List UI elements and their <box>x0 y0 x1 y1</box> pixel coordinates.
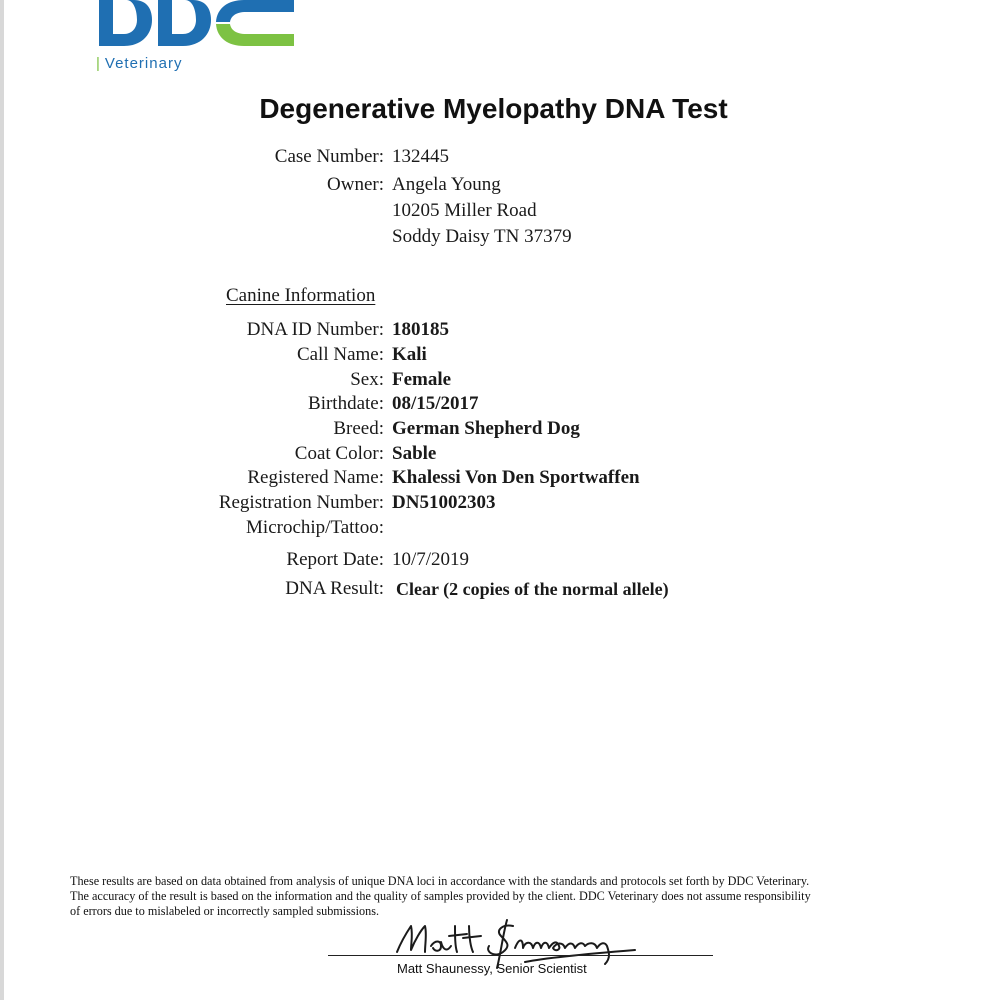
canine-info-heading: Canine Information <box>226 285 376 306</box>
registered-name-value: Khalessi Von Den Sportwaffen <box>392 467 640 488</box>
logo-subtitle <box>96 55 182 72</box>
owner-name: Angela Young <box>392 174 501 195</box>
registration-number-label: Registration Number: <box>218 492 384 513</box>
dna-result-value: Clear (2 copies of the normal allele) <box>396 579 669 599</box>
dna-id-label: DNA ID Number: <box>246 319 384 340</box>
signature-line <box>328 955 713 956</box>
case-number-value: 132445 <box>392 146 449 167</box>
report-date-value: 10/7/2019 <box>392 549 470 570</box>
case-number-label: Case Number: <box>274 146 384 167</box>
logo-letter-c-top <box>216 0 294 22</box>
owner-address-1: 10205 Miller Road <box>392 200 537 221</box>
logo-letter-c-bottom <box>216 24 294 46</box>
logo-letter-d2 <box>158 0 211 46</box>
sex-label: Sex: <box>350 369 384 390</box>
logo-subtitle-text: Veterinary <box>104 55 183 72</box>
call-name-label: Call Name: <box>296 344 384 365</box>
disclaimer-line: The accuracy of the result is based on the information and the quality of samples provided by the client. DDC Veterinary does not assume responsibility <box>70 889 811 903</box>
document-title: Degenerative Myelopathy DNA Test <box>259 93 728 124</box>
breed-label: Breed: <box>333 418 384 439</box>
signature-caption: Matt Shaunessy, Senior Scientist <box>397 961 587 976</box>
coat-color-value: Sable <box>392 443 437 464</box>
dna-id-value: 180185 <box>392 319 449 340</box>
logo-letter-d1 <box>99 0 152 46</box>
registration-number-value: DN51002303 <box>392 492 496 513</box>
disclaimer-line: of errors due to mislabeled or incorrectly sampled submissions. <box>70 904 380 918</box>
logo-divider: | <box>96 55 101 72</box>
disclaimer-line: These results are based on data obtained from analysis of unique DNA loci in accordance with the standards and protocols set forth by DDC Veterinary. <box>70 874 810 888</box>
scan-edge <box>0 0 4 1000</box>
birthdate-value: 08/15/2017 <box>392 393 479 414</box>
ddc-logo-mark <box>96 0 296 50</box>
registered-name-label: Registered Name: <box>247 467 384 488</box>
breed-value: German Shepherd Dog <box>392 418 580 439</box>
coat-color-label: Coat Color: <box>294 443 384 464</box>
call-name-value: Kali <box>392 344 427 365</box>
owner-address-2: Soddy Daisy TN 37379 <box>392 226 572 247</box>
microchip-label: Microchip/Tattoo: <box>246 517 384 538</box>
birthdate-label: Birthdate: <box>308 393 384 414</box>
sex-value: Female <box>392 369 452 390</box>
dna-result-label: DNA Result: <box>285 578 384 599</box>
report-date-label: Report Date: <box>286 549 384 570</box>
owner-label: Owner: <box>327 174 384 195</box>
